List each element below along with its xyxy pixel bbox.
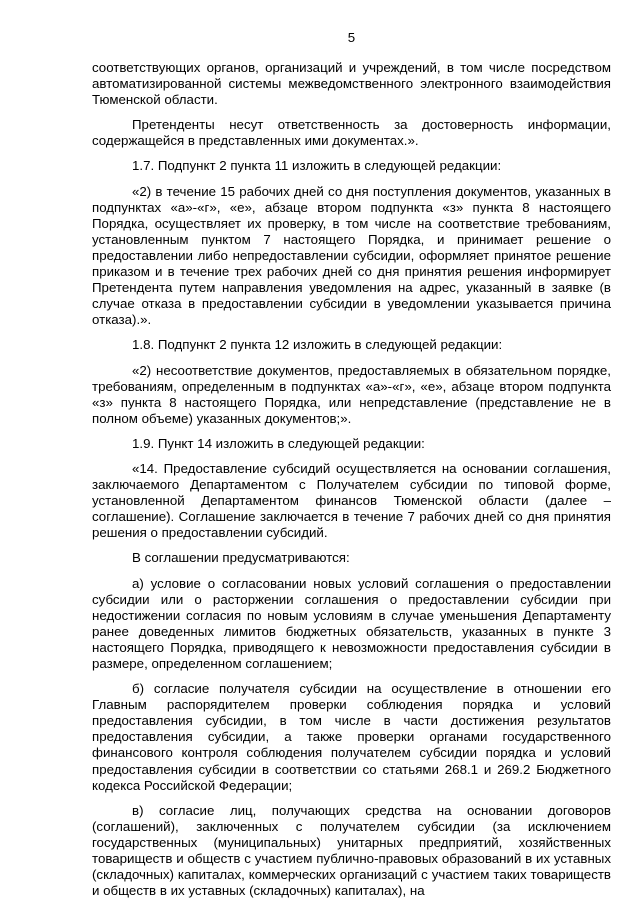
- paragraph-subitem-2-p12: «2) несоответствие документов, предоставляемых в обязательном порядке, требованиям, определенным в подпунктах «а»-«г», «е», абзаце втором подпункта «з» пункта 8 настоящего Порядка, или непредставление (представление не в полном объеме) указанных документов;».: [92, 362, 611, 426]
- paragraph-responsibility: Претенденты несут ответственность за достоверность информации, содержащейся в представленных ими документах.».: [92, 117, 611, 149]
- paragraph-point-14: «14. Предоставление субсидий осуществляется на основании соглашения, заключаемого Департаментом с Получателем субсидии по типовой форме, установленной Департаментом финансов Тюменской области (далее – соглашение). Соглашение заключается в течение 7 рабочих дней со дня принятия решения о предоставлении субсидий.: [92, 460, 611, 541]
- paragraph-item-1-8: 1.8. Подпункт 2 пункта 12 изложить в следующей редакции:: [132, 337, 503, 353]
- paragraph-condition-v: в) согласие лиц, получающих средства на основании договоров (соглашений), заключенных с получателем субсидии (за исключением государственных (муниципальных) унитарных предприятий, хозяйственных товариществ и обществ с участием публично-правовых образований в их уставных (складочных) капиталах, коммерческих организаций с участием таких товариществ и обществ в их уставных (складочных) капиталах), на: [92, 802, 611, 899]
- paragraph-agreement-intro: В соглашении предусматриваются:: [132, 550, 350, 566]
- paragraph-subitem-2-p11: «2) в течение 15 рабочих дней со дня поступления документов, указанных в подпунктах «а»-«г», «е», абзаце втором подпункта «з» пункта 8 настоящего Порядка, осуществляет их проверку, в том числе на соответствие требованиям, установленным пунктом 7 настоящего Порядка, и принимает решение о предоставлении либо непредоставлении субсидии, оформляет принятое решение приказом и в течение трех рабочих дней со дня принятия решения информирует Претендента путем направления уведомления на адрес, указанный в заявке (в случае отказа в предоставлении субсидии в уведомлении указывается причина отказа).».: [92, 183, 611, 328]
- paragraph-condition-b: б) согласие получателя субсидии на осуществление в отношении его Главным распорядителем проверки соблюдения порядка и условий предоставления субсидии, в том числе в части достижения результатов предоставления субсидии, а также проверки органами государственного финансового контроля соблюдения получателем субсидии порядка и условий предоставления субсидии в соответствии со статьями 268.1 и 269.2 Бюджетного кодекса Российской Федерации;: [92, 681, 611, 793]
- page-number: 5: [347, 30, 356, 45]
- paragraph-item-1-7: 1.7. Подпункт 2 пункта 11 изложить в следующей редакции:: [132, 158, 502, 174]
- paragraph-item-1-9: 1.9. Пункт 14 изложить в следующей редакции:: [132, 435, 425, 451]
- paragraph-condition-a: а) условие о согласовании новых условий соглашения о предоставлении субсидии или о расторжении соглашения о предоставлении субсидии при недостижении согласия по новым условиям в случае уменьшения Департаменту ранее доведенных лимитов бюджетных обязательств, указанных в пункте 3 настоящего Порядка, приводящего к невозможности предоставления субсидии в размере, определенном соглашением;: [92, 575, 611, 671]
- paragraph-continuation: соответствующих органов, организаций и учреждений, в том числе посредством автоматизированной системы межведомственного электронного взаимодействия Тюменской области.: [92, 60, 611, 108]
